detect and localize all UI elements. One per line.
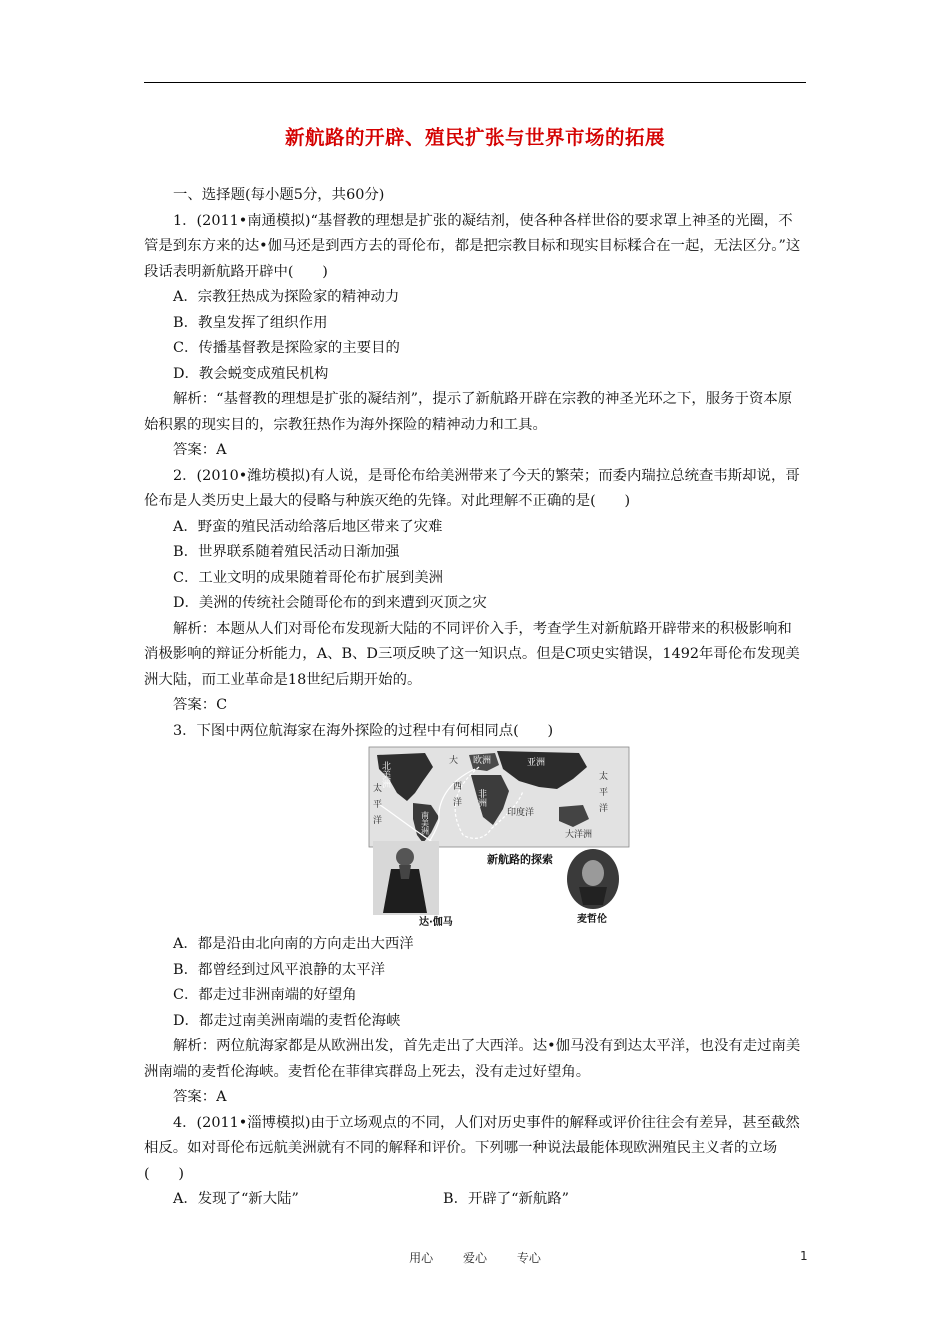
- question-2-option-c: C．工业文明的成果随着哥伦布扩展到美洲: [173, 569, 444, 586]
- page-title: 新航路的开辟、殖民扩张与世界市场的拓展: [284, 126, 665, 149]
- question-1-option-d: D．教会蜕变成殖民机构: [173, 365, 329, 382]
- world-map-image: [367, 745, 631, 931]
- map-label: 太: [373, 784, 383, 794]
- map-label: 北美洲: [380, 761, 390, 788]
- question-2-option-d: D．美洲的传统社会随哥伦布的到来遭到灭顶之灾: [173, 595, 487, 611]
- question-4-options: [144, 1187, 806, 1213]
- question-3-option-a: A．都是沿由北向南的方向走出大西洋: [173, 936, 414, 952]
- question-2-answer: 答案：C: [173, 697, 228, 713]
- map-label: 非洲: [476, 789, 486, 807]
- question-1-option-a: A．宗教狂热成为探险家的精神动力: [173, 289, 400, 305]
- question-2-option-a: A．野蛮的殖民活动给落后地区带来了灾难: [173, 518, 443, 535]
- question-1-stem: 1．(2011•南通模拟)“基督教的理想是扩张的凝结剂，使各种各样世俗的要求罩上神圣的光圈，不管是到东方来的达•伽马还是到西方去的哥伦布，都是把宗教目标和现实目标糅合在一起，无法区分。”这段话表明新航路开辟中( ): [144, 212, 801, 280]
- question-3-option-b: B．都曾经到过风平浪静的太平洋: [173, 961, 386, 978]
- map-label: 亚洲: [527, 758, 546, 768]
- question-2-stem: 2．(2010•潍坊模拟)有人说，是哥伦布给美洲带来了今天的繁荣；而委内瑞拉总统查韦斯却说，哥伦布是人类历史上最大的侵略与种族灭绝的先锋。对此理解不正确的是( ): [144, 467, 800, 509]
- header-rule: [144, 82, 806, 83]
- da-gama-portrait: [373, 841, 439, 915]
- page-number: 1: [800, 1249, 808, 1263]
- question-3-answer: 答案：A: [173, 1089, 227, 1105]
- question-4-stem: 4．(2011•淄博模拟)由于立场观点的不同，人们对历史事件的解释或评价往往会有差异，甚至截然相反。如对哥伦布远航美洲就有不同的解释和评价。下列哪一种说法最能体现欧洲殖民主义者的立场( ): [144, 1114, 800, 1182]
- question-1-analysis: 解析：“基督教的理想是扩张的凝结剂”，提示了新航路开辟在宗教的神圣光环之下，服务于资本原始积累的现实目的，宗教狂热作为海外探险的精神动力和工具。: [144, 391, 793, 433]
- footer-motto-item: 专心: [516, 1251, 541, 1265]
- da-gama-label: 达·伽马: [419, 917, 453, 928]
- question-1-option-c: C．传播基督教是探险家的主要目的: [173, 340, 400, 356]
- question-1-answer: 答案：A: [173, 442, 227, 458]
- question-2-analysis: 解析：本题从人们对哥伦布发现新大陆的不同评价入手，考查学生对新航路开辟带来的积极影响和消极影响的辩证分析能力，A、B、D三项反映了这一知识点。但是C项史实错误，1492年哥伦布发现美洲大陆，而工业革命是18世纪后期开始的。: [144, 620, 800, 688]
- map-label: 西: [453, 782, 463, 792]
- map-label: 平: [373, 800, 383, 810]
- map-label: 洋: [453, 798, 463, 808]
- magellan-label: 麦哲伦: [577, 914, 607, 925]
- document-body: [144, 183, 806, 1213]
- magellan-portrait: [567, 849, 619, 909]
- map-label: 南美洲: [420, 811, 430, 835]
- map-label: 大: [449, 756, 459, 766]
- question-3-option-c: C．都走过非洲南端的好望角: [173, 987, 357, 1003]
- question-2-option-b: B．世界联系随着殖民活动日渐加强: [173, 544, 400, 560]
- question-4-option-a: A．发现了“新大陆”: [173, 1191, 299, 1207]
- navigation-map-figure: [367, 745, 631, 931]
- map-label: 欧洲: [473, 756, 492, 766]
- question-3-option-d: D．都走过南美洲南端的麦哲伦海峡: [173, 1012, 401, 1029]
- map-label: 平: [599, 788, 609, 798]
- map-label: 洋: [373, 816, 383, 826]
- section-heading: 一、选择题(每小题5分，共60分): [173, 187, 385, 203]
- map-label: 洋: [599, 804, 609, 814]
- question-4-option-b: B．开辟了“新航路”: [443, 1191, 570, 1207]
- question-1-option-b: B．教皇发挥了组织作用: [173, 314, 328, 331]
- footer-motto-item: 用心: [409, 1251, 434, 1265]
- footer-motto-item: 爱心: [462, 1251, 487, 1265]
- map-label: 太: [599, 772, 609, 782]
- question-3-stem: 3．下图中两位航海家在海外探险的过程中有何相同点( ): [173, 722, 554, 739]
- map-label: 印度洋: [507, 808, 535, 818]
- map-label: 大洋洲: [565, 830, 593, 840]
- question-3-analysis: 解析：两位航海家都是从欧洲出发，首先走出了大西洋。达•伽马没有到达太平洋，也没有走过南美洲南端的麦哲伦海峡。麦哲伦在菲律宾群岛上死去，没有走过好望角。: [144, 1038, 801, 1080]
- map-caption: 新航路的探索: [487, 853, 553, 866]
